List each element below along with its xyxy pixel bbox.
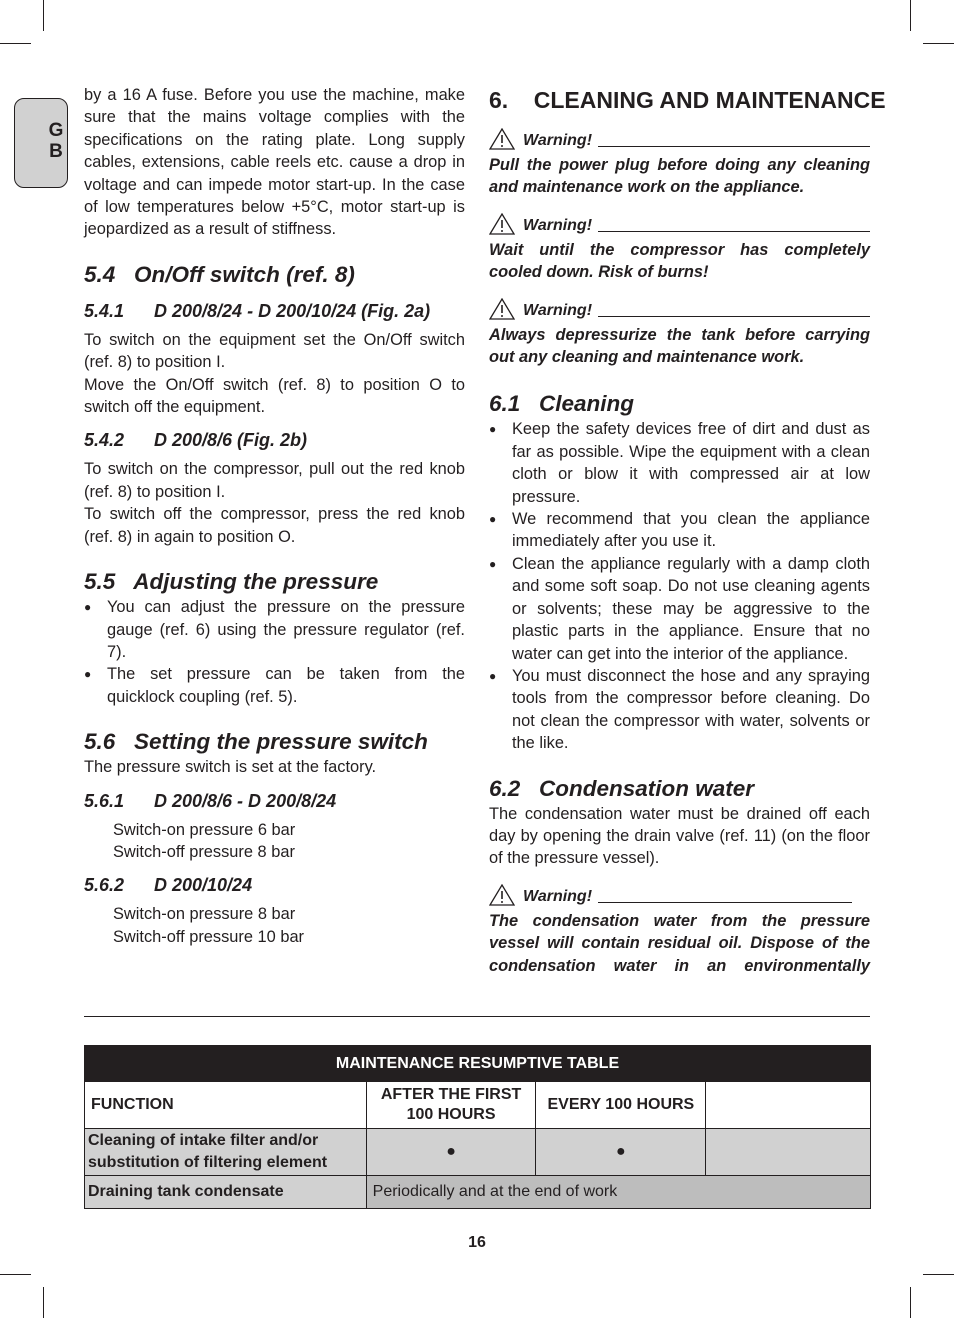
header-empty [706, 1082, 871, 1129]
row-extra [706, 1129, 871, 1176]
warning-label: Warning! [523, 301, 593, 319]
warning-text: The condensation water from the pressure vessel will contain residual oil. Dispose of the condensation water in an environmentally [489, 911, 870, 975]
crop-mark [910, 1287, 911, 1318]
warning-rule [598, 231, 870, 232]
warning-rule [598, 902, 852, 903]
list-item: ● Clean the appliance regularly with a damp cloth and some soft soap. Do not use cleaning agents or solvents; these may be aggressive to the plastic parts in the appliance. Ensure that no water can get into the interior of the appliance. [489, 554, 870, 663]
bullet-icon: ● [84, 600, 92, 615]
maintenance-table [84, 1045, 871, 1209]
bullet-icon: ● [489, 512, 497, 527]
paragraph: To switch on the equipment set the On/Off switch (ref. 8) to position I. [84, 330, 465, 372]
warning-label: Warning! [523, 132, 593, 149]
switch-on-pressure: Switch-on pressure 6 bar [113, 820, 296, 839]
language-tab-label: G B [48, 120, 64, 162]
row-every-mark: ● [536, 1129, 706, 1176]
section-title: D 200/8/24 - D 200/10/24 (Fig. 2a) [154, 300, 431, 321]
left-column [84, 84, 465, 948]
row-function: Draining tank condensate [85, 1176, 367, 1209]
header-every: EVERY 100 HOURS [536, 1082, 706, 1129]
warning-icon [489, 128, 515, 150]
warning-header [489, 128, 870, 150]
warning-rule [598, 146, 870, 147]
paragraph: Move the On/Off switch (ref. 8) to position O to switch off the equipment. [84, 375, 465, 417]
list-item: ● We recommend that you clean the appliance immediately after you use it. [489, 510, 870, 551]
intro-paragraph: by a 16 A fuse. Before you use the machine, make sure that the mains voltage complies with the specifications on the rating plate. Long supply cables, extensions, cable reels etc. cause a drop in voltage and can impede motor start-up. In the case of low temperatures below +5°C, motor start-up is jeopardized as a result of stiffness. [84, 86, 465, 239]
right-column [489, 84, 886, 977]
table-title: MAINTENANCE RESUMPTIVE TABLE [85, 1046, 871, 1082]
section-number: 5.4.2 [84, 430, 125, 451]
warning-text: Always depressurize the tank before carrying out any cleaning and maintenance work. [489, 325, 870, 367]
warning-text: Pull the power plug before doing any cleaning and maintenance work on the appliance. [489, 156, 870, 197]
section-title: D 200/8/6 - D 200/8/24 [154, 790, 337, 811]
table-header-row [85, 1082, 871, 1129]
section-5-6-heading: 5.6 Setting the pressure switch [84, 729, 428, 755]
section-5-6-1-heading [84, 789, 465, 813]
page-number: 16 [468, 1234, 486, 1251]
section-6-heading: 6. CLEANING AND MAINTENANCE [489, 87, 886, 113]
crop-mark [923, 43, 954, 44]
table-row [85, 1176, 871, 1209]
section-title: D 200/10/24 [154, 875, 253, 896]
list-item: ● You must disconnect the hose and any spraying tools from the compressor before cleaning. Do not clean the compressor with water, solvents or the like. [489, 666, 870, 753]
bullet-icon: ● [489, 668, 497, 683]
list-item: ● Keep the safety devices free of dirt and dust as far as possible. Wipe the equipment with a clean cloth or blow it with compressed air at low pressure. [489, 420, 870, 506]
switch-off-pressure: Switch-off pressure 8 bar [113, 842, 295, 861]
paragraph: The condensation water must be drained off each day by opening the drain valve (ref. 11) (on the floor of the pressure vessel). [489, 804, 870, 868]
bullet-icon: ● [489, 556, 497, 571]
section-title: D 200/8/6 (Fig. 2b) [154, 430, 308, 451]
warning-text: Wait until the compressor has completely cooled down. Risk of burns! [489, 240, 870, 282]
warning-icon [489, 213, 515, 235]
warning-icon [489, 884, 515, 906]
crop-mark [43, 1287, 44, 1318]
section-5-5-heading: 5.5 Adjusting the pressure [84, 569, 379, 595]
row-function: Cleaning of intake filter and/or substitution of filtering element [85, 1129, 367, 1176]
section-number: 5.4.1 [84, 300, 125, 321]
header-function: FUNCTION [85, 1082, 367, 1129]
row-first-mark: ● [366, 1129, 536, 1176]
paragraph: To switch off the compressor, press the red knob (ref. 8) in again to position O. [84, 505, 465, 546]
table-row [85, 1129, 871, 1176]
warning-label: Warning! [523, 216, 593, 234]
warning-header [489, 884, 852, 906]
divider [84, 1016, 870, 1017]
warning-rule [598, 316, 870, 317]
section-5-4-heading: 5.4 On/Off switch (ref. 8) [84, 261, 355, 287]
paragraph: The pressure switch is set at the factory. [84, 758, 377, 777]
table-title-row [85, 1046, 871, 1082]
section-5-6-2-heading [84, 873, 465, 897]
section-number: 5.6.2 [84, 875, 125, 896]
section-6-2-heading: 6.2 Condensation water [489, 775, 755, 801]
warning-header [489, 298, 870, 320]
section-6-1-heading: 6.1 Cleaning [489, 391, 635, 417]
warning-label: Warning! [523, 887, 593, 905]
section-5-4-1-heading [84, 299, 465, 323]
list-item: ● You can adjust the pressure on the pressure gauge (ref. 6) using the pressure regulator (ref. 7). [84, 598, 465, 661]
warning-icon [489, 298, 515, 320]
crop-mark [923, 1274, 954, 1275]
section-5-4-2-heading [84, 428, 465, 452]
warning-header [489, 213, 870, 235]
crop-mark [43, 0, 44, 31]
paragraph: To switch on the compressor, pull out the red knob (ref. 8) to position I. [84, 460, 465, 501]
bullet-icon: ● [489, 422, 497, 437]
pressure-list [84, 596, 465, 708]
bullet-icon: ● [84, 667, 92, 682]
section-number: 5.6.1 [84, 790, 125, 811]
crop-mark [0, 1274, 31, 1275]
row-value: Periodically and at the end of work [366, 1176, 870, 1209]
crop-mark [0, 43, 31, 44]
switch-on-pressure: Switch-on pressure 8 bar [113, 905, 296, 924]
crop-mark [910, 0, 911, 31]
switch-off-pressure: Switch-off pressure 10 bar [113, 927, 305, 946]
cleaning-list [489, 418, 870, 754]
list-item: ● The set pressure can be taken from the quicklock coupling (ref. 5). [84, 665, 465, 706]
header-after-first: AFTER THE FIRST 100 HOURS [366, 1082, 536, 1129]
